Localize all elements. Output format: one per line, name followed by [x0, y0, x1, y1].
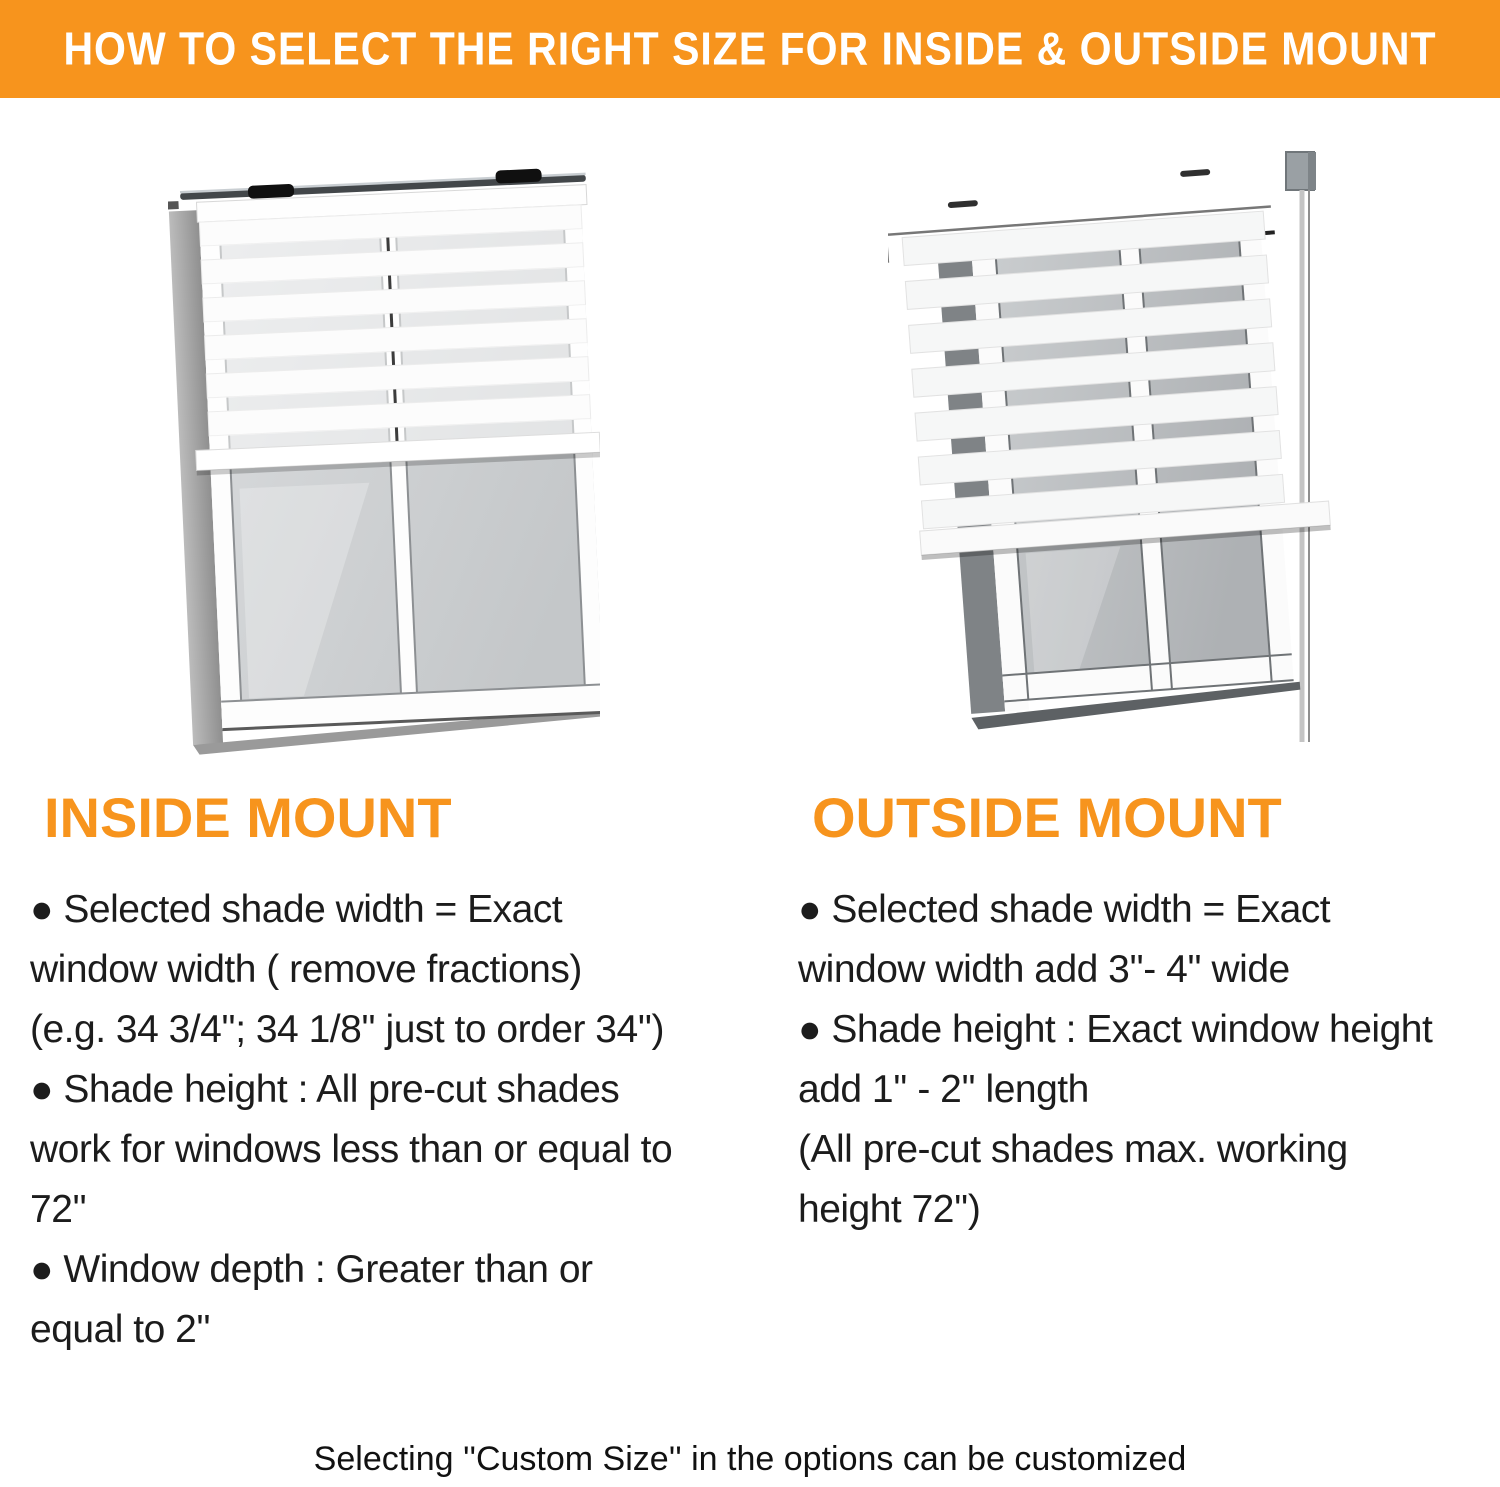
page-title: HOW TO SELECT THE RIGHT SIZE FOR INSIDE & OUTSIDE MOUNT [63, 22, 1437, 75]
outside-mount-illustration [888, 146, 1358, 764]
inside-mount-heading: INSIDE MOUNT [44, 786, 452, 849]
wall-mark [948, 200, 978, 208]
mount-bracket [1286, 152, 1316, 190]
bullet-line: ● Window depth : Greater than or [30, 1248, 593, 1291]
header-banner [0, 0, 1500, 98]
window-zebra-shade-inside-mount-drawing [168, 152, 600, 758]
window-zebra-shade-outside-mount-drawing [888, 146, 1358, 764]
inside-mount-illustration [168, 152, 600, 758]
wall-mark [1180, 169, 1210, 177]
footer-note: Selecting ''Custom Size'' in the options can be customized [313, 1440, 1187, 1478]
bullet-line: ● Selected shade width = Exact [30, 888, 563, 931]
text-line: work for windows less than or equal to [30, 1128, 673, 1171]
outside-mount-heading: OUTSIDE MOUNT [812, 786, 1282, 849]
text-line: (All pre-cut shades max. working [798, 1128, 1348, 1171]
text-line: 72'' [30, 1188, 87, 1231]
text-line: window width add 3''- 4'' wide [798, 948, 1290, 991]
text-line: add 1'' - 2'' length [798, 1068, 1089, 1111]
inside-mount-section [30, 785, 750, 1360]
bullet-line: ● Shade height : Exact window height [798, 1008, 1433, 1051]
text-line: window width ( remove fractions) [30, 948, 582, 991]
text-line: equal to 2'' [30, 1308, 211, 1351]
outside-mount-instructions [798, 880, 1498, 1240]
bullet-line: ● Selected shade width = Exact [798, 888, 1331, 931]
zebra-shade-bands [199, 205, 591, 450]
inside-mount-instructions [30, 880, 750, 1360]
bullet-line: ● Shade height : All pre-cut shades [30, 1068, 620, 1111]
outside-mount-section [798, 785, 1498, 1240]
text-line: height 72'') [798, 1188, 981, 1231]
text-line: (e.g. 34 3/4''; 34 1/8'' just to order 34'') [30, 1008, 665, 1051]
